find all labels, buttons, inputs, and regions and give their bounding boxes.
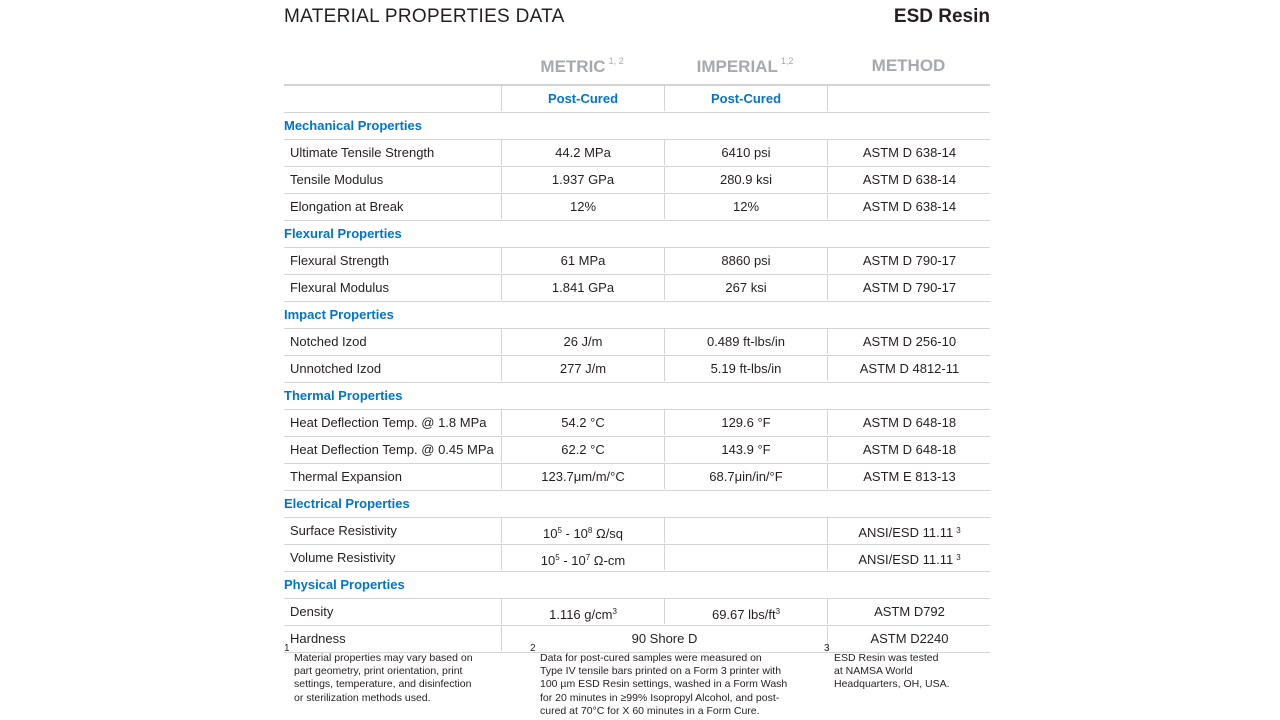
method-value: ASTM D 648-18: [827, 410, 991, 435]
property-label: Flexural Modulus: [290, 280, 389, 295]
method-value: ASTM D 638-14: [827, 140, 991, 165]
document-title: MATERIAL PROPERTIES DATA: [284, 6, 565, 27]
property-label: Surface Resistivity: [290, 523, 397, 538]
imperial-value: 12%: [664, 194, 827, 219]
metric-value: 12%: [501, 194, 664, 219]
property-label: Density: [290, 604, 334, 619]
section-header: [284, 572, 990, 599]
table-row: [284, 518, 990, 545]
table-row: [284, 410, 990, 437]
metric-value: 1.116 $g/cm^3$: [501, 599, 664, 624]
footnote-3-text: ESD Resin was tested at NAMSA World Headquarters, OH, USA.: [834, 652, 950, 691]
imperial-column-header: IMPERIAL $^{1,2}$: [696, 56, 794, 76]
method-value: ANSI/ESD 11.11 $^3$: [827, 518, 991, 543]
imperial-value: 143.9 °F: [664, 437, 827, 462]
imperial-value: 68.7μin/in/°F: [664, 464, 827, 489]
product-name: ESD Resin: [893, 6, 990, 27]
property-label: Notched Izod: [290, 334, 367, 349]
footnote-1-text: Material properties may vary based on part geometry, print orientation, print settings, temperature, and disinfection or sterilization methods used.: [294, 652, 473, 704]
method-value: ASTM E 813-13: [827, 464, 991, 489]
section-header: [284, 113, 990, 140]
table-row: [284, 275, 990, 302]
section-title: Electrical Properties: [284, 496, 410, 511]
metric-value: 61 MPa: [501, 248, 664, 273]
property-label: Thermal Expansion: [290, 469, 402, 484]
metric-value: 1.841 GPa: [501, 275, 664, 300]
imperial-value: 5.19 ft-lbs/in: [664, 356, 827, 381]
metric-value: 1.937 GPa: [501, 167, 664, 192]
property-label: Flexural Strength: [290, 253, 389, 268]
method-value: ASTM D 790-17: [827, 248, 991, 273]
imperial-value: 8860 psi: [664, 248, 827, 273]
method-value: ASTM D 4812-11: [827, 356, 991, 381]
merged-value: 90 Shore D: [501, 626, 827, 651]
section-title: Thermal Properties: [284, 388, 403, 403]
table-row: [284, 464, 990, 491]
method-value: ASTM D792: [827, 599, 991, 624]
property-label: Elongation at Break: [290, 199, 404, 214]
imperial-value: 267 ksi: [664, 275, 827, 300]
method-value: ASTM D 638-14: [827, 194, 991, 219]
table-row: [284, 356, 990, 383]
imperial-value: 69.67 lbs/$ft^3$: [664, 599, 827, 624]
imperial-value: 280.9 ksi: [664, 167, 827, 192]
metric-column-header: METRIC $^{1, 2}$: [540, 56, 624, 76]
method-value: ASTM D 256-10: [827, 329, 991, 354]
metric-value: 26 J/m: [501, 329, 664, 354]
table-row: [284, 599, 990, 626]
imperial-value: 0.489 ft-lbs/in: [664, 329, 827, 354]
property-label: Heat Deflection Temp. @ 0.45 MPa: [290, 442, 494, 457]
section-header: [284, 491, 990, 518]
page-header: [284, 6, 990, 30]
property-label: Ultimate Tensile Strength: [290, 145, 435, 160]
imperial-value: [664, 545, 827, 570]
metric-value: $10^5 - 10^7$ Ω-cm: [501, 545, 664, 570]
imperial-value: 6410 psi: [664, 140, 827, 165]
metric-value: 123.7μm/m/°C: [501, 464, 664, 489]
imperial-value: [664, 518, 827, 543]
table-body: [284, 113, 990, 653]
table-row: [284, 167, 990, 194]
table-row: [284, 140, 990, 167]
table-row: [284, 437, 990, 464]
method-subheader: [827, 86, 991, 111]
properties-table: [284, 50, 990, 653]
section-title: Impact Properties: [284, 307, 394, 322]
imperial-subheader: Post-Cured: [664, 86, 827, 111]
section-header: [284, 383, 990, 410]
metric-value: 44.2 MPa: [501, 140, 664, 165]
method-value: ASTM D 648-18: [827, 437, 991, 462]
property-label: Tensile Modulus: [290, 172, 384, 187]
table-row: [284, 248, 990, 275]
metric-value: 277 J/m: [501, 356, 664, 381]
imperial-value: 129.6 °F: [664, 410, 827, 435]
property-label: Volume Resistivity: [290, 550, 396, 565]
table-row: [284, 194, 990, 221]
table-row: [284, 545, 990, 572]
method-column-header: METHOD: [871, 56, 946, 75]
property-label: Heat Deflection Temp. @ 1.8 MPa: [290, 415, 487, 430]
metric-subheader: Post-Cured: [501, 86, 664, 111]
footnote-2-text: Data for post-cured samples were measured on Type IV tensile bars printed on a Form 3 printer with 100 µm ESD Resin settings, washed in a Form Wash for 20 minutes in ≥99% Isopropyl Alcohol, and post- cured at 70°C for X 60 minutes in a Form Cure.: [540, 652, 788, 717]
section-header: [284, 221, 990, 248]
metric-value: 62.2 °C: [501, 437, 664, 462]
post-cured-subheader: [284, 86, 990, 113]
section-title: Mechanical Properties: [284, 118, 422, 133]
property-label: Unnotched Izod: [290, 361, 382, 376]
method-value: ASTM D2240: [827, 626, 991, 651]
property-label: Hardness: [290, 631, 346, 646]
metric-value: $10^5 - 10^8$ Ω/sq: [501, 518, 664, 543]
section-title: Flexural Properties: [284, 226, 402, 241]
method-value: ANSI/ESD 11.11 $^3$: [827, 545, 991, 570]
metric-value: 54.2 °C: [501, 410, 664, 435]
table-row: [284, 329, 990, 356]
section-header: [284, 302, 990, 329]
method-value: ASTM D 638-14: [827, 167, 991, 192]
table-row: [284, 626, 990, 653]
section-title: Physical Properties: [284, 577, 405, 592]
method-value: ASTM D 790-17: [827, 275, 991, 300]
column-headers: [284, 50, 990, 86]
